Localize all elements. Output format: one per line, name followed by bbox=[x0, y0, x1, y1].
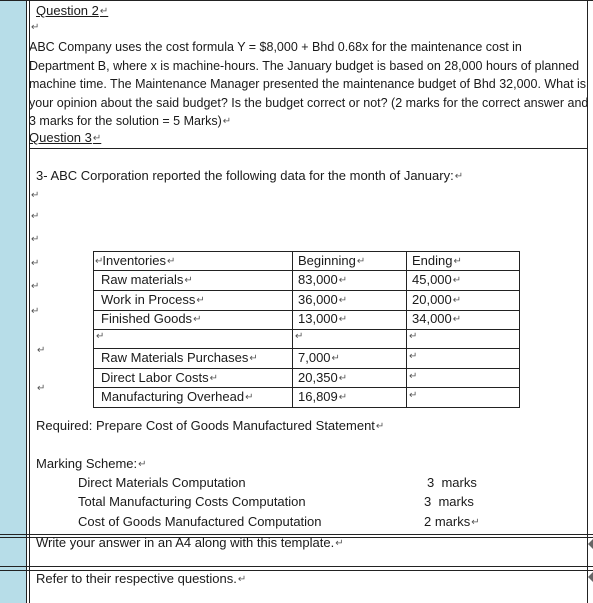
table-rule bbox=[93, 407, 519, 408]
table-cell: Work in Process↵ bbox=[101, 292, 205, 307]
paragraph-mark: ↵ bbox=[31, 306, 40, 317]
table-rule bbox=[406, 251, 407, 408]
paragraph-mark: ↵ bbox=[96, 331, 105, 342]
table-cell: 83,000↵ bbox=[298, 272, 348, 287]
table-cell: 45,000↵ bbox=[412, 272, 462, 287]
paragraph-mark: ↵ bbox=[31, 281, 40, 292]
marking-scheme-title: Marking Scheme:↵ bbox=[36, 456, 147, 471]
row-end-marker bbox=[588, 572, 593, 582]
paragraph-mark: ↵ bbox=[37, 345, 46, 356]
table-cell: 7,000↵ bbox=[298, 350, 340, 365]
question-2-body: ABC Company uses the cost formula Y = $8,000 + Bhd 0.68x for the maintenance cost in Department B, where x is machine-hours. The January budget is based on 28,000 hours of planned machine time. The Maintenance Manager presented the maintenance budget of Bhd 32,000. What is your opinion about the said budget? Is the budget correct or not? (2 marks for the correct answer and 3 marks for the solution = 5 Marks)↵ bbox=[29, 40, 589, 128]
table-cell: Finished Goods↵ bbox=[101, 311, 202, 326]
row-end-marker bbox=[588, 539, 593, 549]
question-3-heading: Question 3↵ bbox=[29, 130, 102, 145]
refer-instruction: Refer to their respective questions.↵ bbox=[36, 571, 247, 586]
row-divider bbox=[29, 148, 587, 149]
paragraph-mark: ↵ bbox=[295, 331, 304, 342]
paragraph-mark: ↵ bbox=[409, 331, 418, 342]
table-header-cell: Ending↵ bbox=[412, 253, 462, 268]
answer-instruction: Write your answer in an A4 along with this template.↵ bbox=[36, 535, 344, 550]
marking-item-marks: 2 marks↵ bbox=[424, 514, 480, 529]
marking-item-label: Cost of Goods Manufactured Computation bbox=[78, 514, 322, 529]
row-divider bbox=[0, 0, 593, 1]
question-3-intro: 3- ABC Corporation reported the following data for the month of January:↵ bbox=[36, 168, 464, 183]
paragraph-mark: ↵ bbox=[31, 190, 40, 201]
row-divider bbox=[0, 566, 593, 567]
marking-item-label: Total Manufacturing Costs Computation bbox=[78, 494, 306, 509]
table-cell: Raw Materials Purchases↵ bbox=[101, 350, 258, 365]
marking-item-label: Direct Materials Computation bbox=[78, 475, 246, 490]
marking-item-marks: 3 marks bbox=[427, 475, 477, 490]
table-cell: 34,000↵ bbox=[412, 311, 462, 326]
paragraph-mark: ↵ bbox=[37, 383, 46, 394]
paragraph-mark: ↵ bbox=[409, 371, 418, 382]
left-margin-band bbox=[0, 0, 26, 603]
table-rule bbox=[93, 329, 519, 330]
table-rule bbox=[93, 251, 94, 408]
table-rule bbox=[519, 251, 520, 408]
table-cell: 16,809↵ bbox=[298, 389, 348, 404]
paragraph-mark: ↵ bbox=[31, 234, 40, 245]
table-cell: 20,350↵ bbox=[298, 370, 348, 385]
table-cell: 36,000↵ bbox=[298, 292, 348, 307]
paragraph-mark: ↵ bbox=[409, 351, 418, 362]
paragraph-mark: ↵ bbox=[31, 22, 40, 33]
paragraph-mark: ↵ bbox=[31, 211, 40, 222]
paragraph-mark: ↵ bbox=[31, 258, 40, 269]
table-cell: 13,000↵ bbox=[298, 311, 348, 326]
paragraph-mark: ↵ bbox=[409, 390, 418, 401]
table-rule bbox=[292, 251, 293, 408]
table-header-cell: ↵Inventories↵ bbox=[95, 253, 176, 268]
table-header-cell: Beginning↵ bbox=[298, 253, 366, 268]
required-instruction: Required: Prepare Cost of Goods Manufactured Statement↵ bbox=[36, 418, 385, 433]
table-cell: Raw materials↵ bbox=[101, 272, 193, 287]
question-2-heading: Question 2↵ bbox=[36, 3, 109, 18]
marking-item-marks: 3 marks bbox=[424, 494, 474, 509]
table-cell: Direct Labor Costs↵ bbox=[101, 370, 219, 385]
left-border bbox=[26, 0, 27, 603]
table-cell: Manufacturing Overhead↵ bbox=[101, 389, 254, 404]
table-cell: 20,000↵ bbox=[412, 292, 462, 307]
